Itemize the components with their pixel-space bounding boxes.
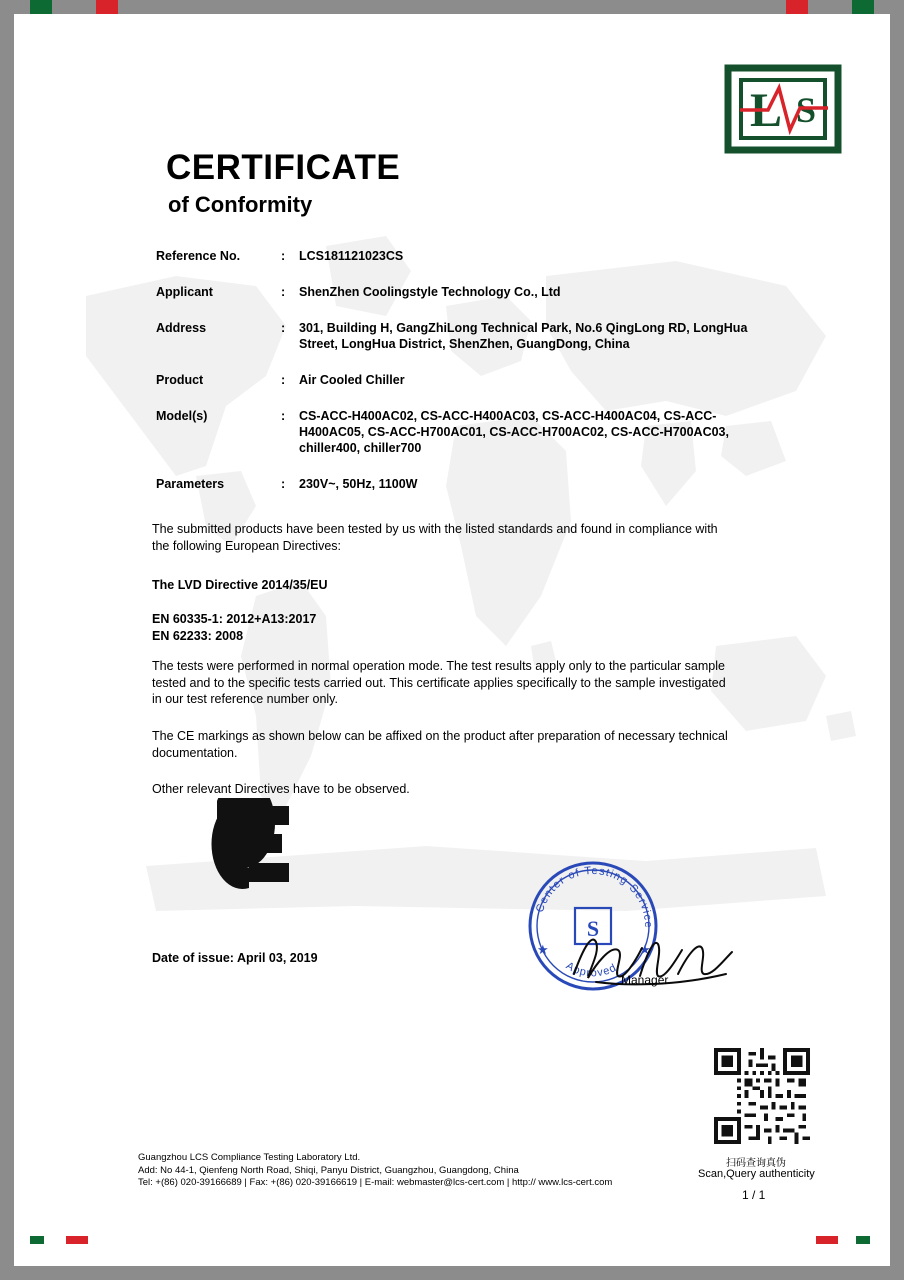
field-colon: : <box>281 373 286 387</box>
accent-square-top-1 <box>30 0 52 14</box>
field-colon: : <box>281 409 286 423</box>
qr-caption-english: Scan,Query authenticity <box>698 1168 815 1180</box>
frame-left-bar <box>0 0 14 1280</box>
field-value: LCS181121023CS <box>299 249 404 263</box>
page-title: CERTIFICATE <box>166 148 401 187</box>
svg-text:★: ★ <box>639 942 651 957</box>
field-value: 301, Building H, GangZhiLong Technical Park, No.6 QingLong RD, LongHua Street, LongHua District, ShenZhen, GuangDong, China <box>299 321 748 351</box>
field-value: 230V~, 50Hz, 1100W <box>299 477 418 491</box>
field-label: Reference No. <box>156 249 241 263</box>
lcs-logo-icon <box>724 64 842 154</box>
field-label: Address <box>156 321 207 335</box>
accent-square-top-4 <box>852 0 874 14</box>
field-value: ShenZhen Coolingstyle Technology Co., Ltd <box>299 285 561 299</box>
intro-paragraph: The submitted products have been tested by us with the listed standards and found in compliance with the following European Directives: <box>152 522 718 553</box>
testing-paragraph: The tests were performed in normal operation mode. The test results apply only to the particular sample tested and to the specific tests carried out. This certificate applies specifically to the sample investigated in our test reference number only. <box>152 659 726 706</box>
field-label: Product <box>156 373 204 387</box>
frame-right-bar <box>890 0 904 1280</box>
ce-mark-icon <box>154 798 319 890</box>
field-colon: : <box>281 321 286 335</box>
footer-line-1: Guangzhou LCS Compliance Testing Laboratory Ltd. <box>138 1152 361 1163</box>
certificate-sheet <box>26 26 878 1236</box>
svg-text:Center of Testing Service: Center of Testing Service <box>533 864 655 929</box>
footer-line-3: Tel: +(86) 020-39166689 | Fax: +(86) 020-39166619 | E-mail: webmaster@lcs-cert.com | http:// www.lcs-cert.com <box>138 1177 613 1188</box>
field-value: CS-ACC-H400AC02, CS-ACC-H400AC03, CS-ACC-H400AC04, CS-ACC-H400AC05, CS-ACC-H700AC01, CS-ACC-H700AC02, CS-ACC-H700AC03, chiller400, chiller700 <box>299 409 729 455</box>
qr-caption-chinese: 扫码查询真伪 <box>726 1158 786 1169</box>
svg-text:S: S <box>796 90 817 130</box>
svg-text:★: ★ <box>537 942 549 957</box>
accent-square-top-2 <box>96 0 118 14</box>
page-number: 1 / 1 <box>742 1188 766 1202</box>
field-colon: : <box>281 249 286 263</box>
field-row-models <box>156 408 776 456</box>
field-label: Parameters <box>156 477 225 491</box>
qr-code-icon <box>714 1048 810 1144</box>
footer-line-2: Add: No 44-1, Qienfeng North Road, Shiqi, Panyu District, Guangzhou, Guangdong, China <box>138 1164 519 1176</box>
svg-text:S: S <box>586 916 600 941</box>
field-colon: : <box>281 477 286 491</box>
field-label: Applicant <box>156 285 213 299</box>
frame-bottom-bar <box>0 1266 904 1280</box>
field-row-parameters <box>156 476 776 492</box>
directive-line: The LVD Directive 2014/35/EU <box>152 578 328 592</box>
svg-text:L: L <box>750 84 783 137</box>
ce-marking-paragraph: The CE markings as shown below can be affixed on the product after preparation of necessary technical documentation. <box>152 729 728 760</box>
field-label: Model(s) <box>156 409 208 423</box>
field-colon: : <box>281 285 286 299</box>
field-row-applicant <box>156 284 776 300</box>
page-subtitle: of Conformity <box>168 192 313 217</box>
field-row-product <box>156 372 776 388</box>
standard-line-1: EN 60335-1: 2012+A13:2017 <box>152 612 317 626</box>
field-row-reference <box>156 248 776 264</box>
certificate-fields <box>156 248 776 506</box>
field-value: Air Cooled Chiller <box>299 373 405 387</box>
date-of-issue: Date of issue: April 03, 2019 <box>152 951 318 965</box>
other-directives-paragraph: Other relevant Directives have to be observed. <box>152 782 410 796</box>
accent-square-top-3 <box>786 0 808 14</box>
field-row-address <box>156 320 776 352</box>
manager-label: Manager <box>621 973 669 987</box>
frame-top-bar <box>0 0 904 14</box>
footer-block <box>138 1152 658 1190</box>
standard-line-2: EN 62233: 2008 <box>152 629 244 643</box>
svg-text:Approved: Approved <box>563 959 619 980</box>
